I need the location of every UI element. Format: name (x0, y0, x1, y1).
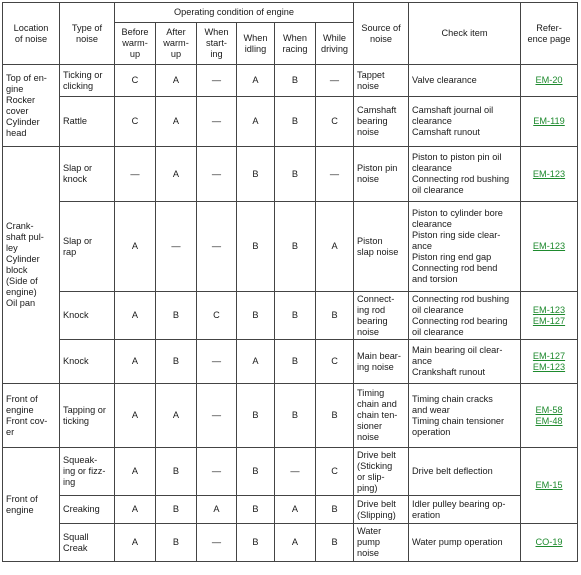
noise-location-line: Cylinder (6, 254, 40, 264)
reference-link[interactable]: EM-123 (532, 168, 566, 179)
check-item-line: Camshaft runout (412, 127, 480, 137)
condition-value: B (275, 65, 316, 97)
condition-value: B (237, 384, 275, 448)
header-condition-line: While (323, 32, 346, 43)
reference-link[interactable]: EM-123 (532, 241, 566, 251)
table-row (3, 147, 578, 202)
noise-type (60, 340, 115, 384)
check-item-line: Water pump operation (412, 537, 503, 547)
noise-location-line: Oil pan (6, 298, 36, 308)
condition-value: B (316, 384, 354, 448)
check-item (409, 147, 521, 202)
table-row (3, 448, 578, 496)
noise-source-line: ping) (357, 482, 378, 493)
condition-value: B (275, 202, 316, 292)
reference-line (524, 362, 574, 373)
noise-location (3, 448, 60, 562)
reference-link[interactable]: EM-15 (535, 480, 563, 490)
noise-type-line: Slap or (63, 235, 93, 246)
check-item-line: oil clearance (412, 185, 464, 195)
noise-location-line: engine) (6, 287, 37, 297)
header-condition (197, 23, 237, 65)
header-type-line: noise (76, 33, 98, 44)
engine-noise-table (2, 2, 578, 562)
reference-link[interactable]: CO-19 (535, 537, 563, 547)
noise-source-line: Drive belt (357, 449, 396, 460)
check-item-line: ance (412, 241, 432, 251)
condition-value: — (316, 147, 354, 202)
noise-source-line: Piston (357, 235, 383, 246)
check-item-line: oil clearance (412, 304, 464, 315)
check-item (409, 65, 521, 97)
reference-link[interactable]: EM-127 (532, 350, 566, 361)
condition-value: B (237, 524, 275, 562)
check-item-line: oil clearance (412, 326, 464, 337)
condition-value: B (237, 202, 275, 292)
condition-value: — (197, 202, 237, 292)
noise-type-line: Creaking (63, 504, 100, 514)
reference-page (521, 147, 578, 202)
reference-line (524, 405, 574, 416)
header-type (60, 3, 115, 65)
header-location-line: Location (13, 22, 49, 33)
noise-type-line: rap (63, 246, 77, 257)
check-item-line: Connecting rod bend (412, 263, 498, 273)
condition-value: C (316, 340, 354, 384)
check-item (409, 292, 521, 340)
condition-value: B (237, 496, 275, 524)
noise-type (60, 292, 115, 340)
header-condition-line: up (129, 49, 141, 59)
noise-source (354, 340, 409, 384)
header-source-line: Source of (361, 22, 401, 33)
noise-source (354, 97, 409, 147)
condition-value: A (156, 147, 197, 202)
check-item (409, 524, 521, 562)
reference-line (524, 116, 574, 127)
header-operating-condition: Operating condition of engine (115, 3, 354, 23)
table-row (3, 496, 578, 524)
condition-value: — (197, 147, 237, 202)
noise-type-line: knock (63, 174, 88, 184)
header-condition-line: racing (282, 43, 308, 54)
header-location-line: of noise (14, 33, 48, 44)
noise-source-line: (Slipping) (357, 509, 396, 520)
reference-line (524, 75, 574, 86)
condition-value: — (197, 340, 237, 384)
noise-type (60, 202, 115, 292)
check-item-line: and torsion (412, 274, 458, 284)
noise-type-line: ing (63, 477, 76, 487)
table-row (3, 292, 578, 340)
check-item (409, 496, 521, 524)
noise-source-line: noise (357, 432, 379, 442)
header-condition-line: After (166, 27, 186, 37)
check-item-line: Timing chain tensioner (412, 415, 505, 426)
noise-source-line: Piston pin (357, 163, 398, 173)
noise-type (60, 97, 115, 147)
noise-source-line: noise (357, 127, 379, 137)
reference-page (521, 97, 578, 147)
noise-source-line: noise (357, 548, 379, 558)
header-type-line: Type of (71, 22, 103, 33)
condition-value: — (197, 384, 237, 448)
noise-location-line: (Side of (6, 276, 38, 286)
header-condition-line: When (282, 32, 307, 43)
reference-line (524, 537, 574, 548)
check-item-line: and wear (412, 404, 450, 415)
header-reference (521, 3, 578, 65)
check-item-line: Main bearing oil clear- (412, 345, 503, 355)
condition-value: A (237, 340, 275, 384)
reference-link[interactable]: EM-20 (535, 75, 563, 85)
header-condition-line: driving (320, 43, 349, 54)
reference-line (524, 169, 574, 180)
condition-value: — (197, 65, 237, 97)
header-reference-line: Refer- (536, 22, 562, 33)
noise-source-line: Timing (357, 388, 385, 398)
noise-type (60, 448, 115, 496)
condition-value: — (156, 202, 197, 292)
table-row (3, 97, 578, 147)
header-condition-line: up (170, 49, 182, 59)
noise-location-line: Crank- (6, 221, 34, 231)
reference-page (521, 292, 578, 340)
header-condition-line: Before (121, 27, 149, 37)
header-condition-line: ing (210, 49, 223, 59)
header-reference-line: ence page (527, 33, 571, 44)
table-row (3, 384, 578, 448)
condition-value: A (115, 292, 156, 340)
noise-source-line: bearing (357, 315, 388, 326)
condition-value: B (275, 384, 316, 448)
noise-type-line: ing or fizz- (63, 466, 106, 476)
condition-value: A (275, 496, 316, 524)
noise-location (3, 65, 60, 147)
table-row (3, 65, 578, 97)
noise-type-line: Squeak- (63, 455, 98, 465)
condition-value: B (237, 147, 275, 202)
condition-value: B (275, 147, 316, 202)
reference-line (524, 480, 574, 491)
condition-value: C (115, 97, 156, 147)
header-location (3, 3, 60, 65)
noise-type-line: Creak (63, 542, 88, 553)
reference-line (524, 241, 574, 252)
condition-value: — (275, 448, 316, 496)
condition-value: B (237, 448, 275, 496)
noise-location-line: Front of (6, 393, 38, 404)
noise-location-line: cover (6, 105, 29, 116)
condition-value: C (115, 65, 156, 97)
reference-line (524, 416, 574, 427)
noise-location-line: Top of en- (6, 72, 47, 83)
reference-link[interactable]: EM-127 (532, 315, 566, 326)
noise-source-line: chain ten- (357, 410, 398, 420)
reference-page (521, 524, 578, 562)
noise-location-line: ley (6, 243, 18, 253)
header-condition (156, 23, 197, 65)
noise-type-line: Slap or (63, 163, 93, 173)
noise-source-line: (Sticking (357, 460, 393, 471)
noise-source-line: Camshaft (357, 105, 397, 115)
noise-type (60, 147, 115, 202)
header-condition (275, 23, 316, 65)
condition-value: B (156, 448, 197, 496)
noise-source (354, 202, 409, 292)
check-item-line: operation (412, 426, 451, 437)
noise-source-line: sioner (357, 421, 383, 431)
reference-page (521, 384, 578, 448)
reference-link[interactable]: EM-123 (532, 361, 566, 372)
noise-source-line: noise (357, 326, 379, 337)
noise-source (354, 292, 409, 340)
noise-type-line: Knock (63, 310, 89, 320)
check-item-line: Idler pulley bearing op- (412, 498, 506, 509)
condition-value: B (316, 524, 354, 562)
reference-link[interactable]: EM-48 (535, 415, 563, 426)
noise-source-line: or slip- (357, 471, 385, 482)
condition-value: A (237, 97, 275, 147)
header-condition (115, 23, 156, 65)
noise-type-line: Tapping or (63, 404, 106, 415)
header-condition (316, 23, 354, 65)
noise-location (3, 384, 60, 448)
noise-source-line: Tappet (357, 69, 385, 80)
header-condition-line: When (243, 32, 268, 43)
noise-source-line: Main bear- (357, 350, 401, 361)
noise-location-line: er (6, 426, 15, 437)
noise-type (60, 65, 115, 97)
header-condition-line: warm- (163, 38, 189, 48)
condition-value: A (156, 65, 197, 97)
check-item-line: clearance (412, 116, 452, 126)
check-item-line: Camshaft journal oil (412, 105, 494, 115)
noise-source (354, 448, 409, 496)
check-item (409, 97, 521, 147)
noise-type-line: ticking (63, 415, 90, 426)
header-condition-line: warm- (122, 38, 148, 48)
check-item-line: clearance (412, 163, 452, 173)
noise-location-line: Front of (6, 493, 38, 504)
condition-value: A (156, 384, 197, 448)
noise-location-line: engine (6, 404, 34, 415)
check-item-line: Timing chain cracks (412, 393, 493, 404)
noise-source-line: noise (357, 174, 379, 184)
condition-value: B (156, 524, 197, 562)
noise-source-line: noise (357, 80, 379, 91)
noise-source-line: ing noise (357, 361, 394, 372)
noise-source-line: pump (357, 537, 380, 547)
check-item-line: eration (412, 509, 441, 520)
header-condition-line: When (204, 27, 229, 37)
condition-value: — (115, 147, 156, 202)
condition-value: B (156, 340, 197, 384)
condition-value: — (197, 97, 237, 147)
table-row (3, 202, 578, 292)
reference-page (521, 340, 578, 384)
check-item-line: Piston to piston pin oil (412, 152, 502, 162)
header-condition-line: start- (206, 38, 227, 48)
check-item (409, 202, 521, 292)
condition-value: B (237, 292, 275, 340)
check-item (409, 448, 521, 496)
check-item-line: Piston ring side clear- (412, 230, 501, 240)
check-item-line: clearance (412, 219, 452, 229)
condition-value: — (197, 448, 237, 496)
condition-value: — (197, 524, 237, 562)
noise-location-line: block (6, 265, 28, 275)
noise-type (60, 496, 115, 524)
noise-location-line: gine (6, 83, 24, 94)
noise-type (60, 384, 115, 448)
noise-source-line: bearing (357, 116, 388, 126)
noise-location-line: Front cov- (6, 415, 48, 426)
reference-page (521, 448, 578, 524)
noise-type-line: Squall (63, 531, 89, 542)
header-row (3, 3, 578, 23)
check-item-line: Valve clearance (412, 75, 477, 85)
noise-source-line: Water (357, 526, 382, 536)
noise-type-line: Rattle (63, 116, 88, 126)
header-condition-line: idling (244, 43, 267, 54)
noise-location-line: head (6, 127, 27, 138)
noise-source-line: ing rod (357, 304, 386, 315)
check-item-line: Crankshaft runout (412, 367, 486, 377)
condition-value: A (115, 524, 156, 562)
noise-source-line: Drive belt (357, 498, 396, 509)
condition-value: A (275, 524, 316, 562)
noise-source-line: chain and (357, 399, 397, 409)
noise-location-line: Cylinder (6, 116, 40, 127)
noise-type-line: Ticking or (63, 69, 103, 80)
noise-source-line: slap noise (357, 246, 399, 257)
check-item-line: Piston to cylinder bore (412, 208, 503, 218)
condition-value: B (156, 292, 197, 340)
condition-value: A (197, 496, 237, 524)
condition-value: C (197, 292, 237, 340)
noise-source (354, 524, 409, 562)
check-item-line: Connecting rod bushing (412, 174, 510, 184)
noise-location (3, 147, 60, 384)
condition-value: A (115, 384, 156, 448)
reference-page (521, 65, 578, 97)
noise-source (354, 496, 409, 524)
noise-type (60, 524, 115, 562)
noise-type-line: clicking (63, 80, 94, 91)
condition-value: A (115, 202, 156, 292)
condition-value: B (316, 292, 354, 340)
reference-link[interactable]: EM-119 (533, 116, 565, 126)
condition-value: A (115, 448, 156, 496)
noise-location-line: shaft pul- (6, 232, 44, 242)
noise-type-line: Knock (63, 356, 89, 366)
condition-value: A (316, 202, 354, 292)
condition-value: B (275, 340, 316, 384)
check-item-line: ance (412, 356, 432, 366)
reference-page (521, 202, 578, 292)
header-check-item: Check item (409, 3, 521, 65)
check-item (409, 340, 521, 384)
condition-value: — (316, 65, 354, 97)
check-item-line: Drive belt deflection (412, 466, 493, 476)
condition-value: A (115, 340, 156, 384)
table-row (3, 524, 578, 562)
noise-source (354, 384, 409, 448)
condition-value: A (115, 496, 156, 524)
header-source (354, 3, 409, 65)
condition-value: B (275, 292, 316, 340)
reference-line (524, 305, 574, 316)
noise-source-line: Connect- (357, 293, 395, 304)
check-item-line: Connecting rod bearing (412, 315, 508, 326)
check-item-line: Piston ring end gap (412, 252, 492, 262)
noise-location-line: Rocker (6, 94, 36, 105)
reference-link[interactable]: EM-123 (532, 304, 566, 315)
header-condition (237, 23, 275, 65)
condition-value: C (316, 448, 354, 496)
noise-location-line: engine (6, 504, 34, 515)
condition-value: B (156, 496, 197, 524)
condition-value: B (275, 97, 316, 147)
condition-value: B (316, 496, 354, 524)
reference-line (524, 351, 574, 362)
noise-source (354, 147, 409, 202)
check-item (409, 384, 521, 448)
reference-link[interactable]: EM-58 (535, 404, 563, 415)
check-item-line: Connecting rod bushing (412, 293, 510, 304)
condition-value: A (237, 65, 275, 97)
reference-line (524, 316, 574, 327)
noise-source (354, 65, 409, 97)
condition-value: C (316, 97, 354, 147)
condition-value: A (156, 97, 197, 147)
header-source-line: noise (370, 33, 392, 44)
table-row (3, 340, 578, 384)
